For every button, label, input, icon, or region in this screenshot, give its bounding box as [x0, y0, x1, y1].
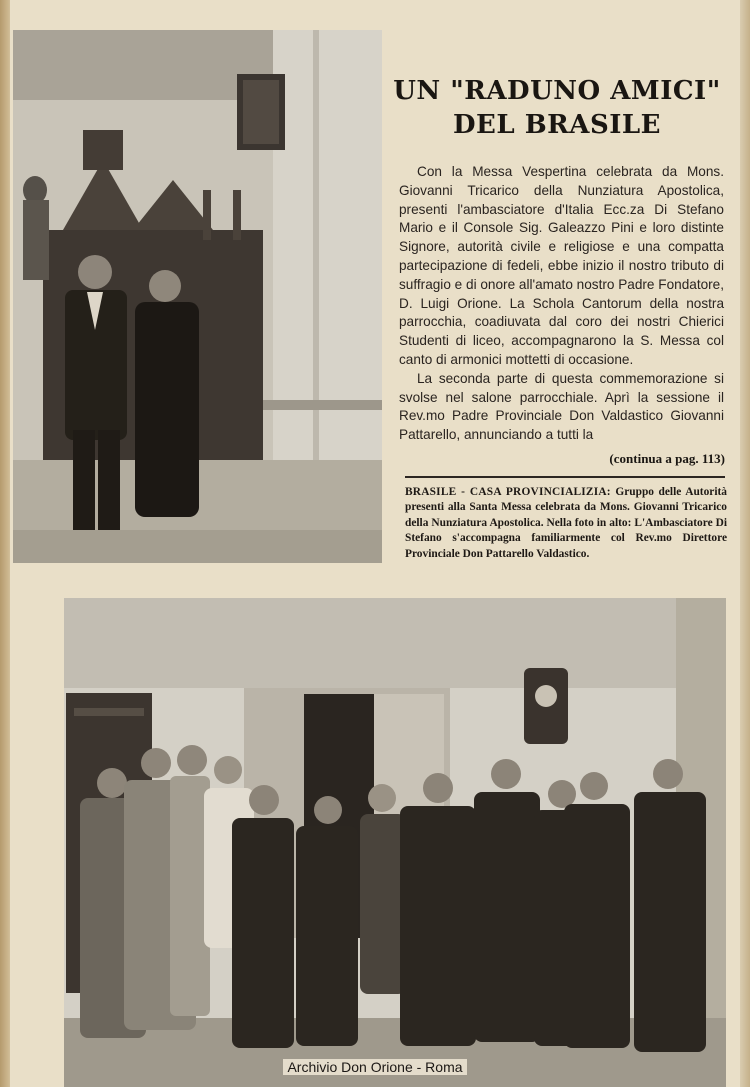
continued-note: (continua a pag. 113): [609, 451, 725, 466]
article-paragraph-2: La seconda parte di questa commemorazione si svolse nel salone parrocchiale. Aprì la sessione il Rev.mo Padre Provinciale Don Valdastico Giovanni Pattarello, annunciando a tutti la: [399, 370, 724, 443]
caption-divider: [405, 476, 725, 478]
page-edge: [740, 0, 750, 1087]
article-body: [399, 163, 724, 445]
caption-lead: BRASILE - CASA PROVINCIALIZIA:: [405, 486, 611, 498]
article-headline: [392, 74, 722, 142]
archive-watermark: [0, 1059, 750, 1075]
headline-line-2: DEL BRASILE: [453, 110, 661, 140]
article-paragraph-1: Con la Messa Vespertina celebrata da Mons. Giovanni Tricarico della Nunziatura Apostolica, presenti l'ambasciatore d'Italia Ecc.za Di Stefano Mario e il Console Sig. Galeazzo Pini e loro distinte Signore, autorità civile e religiose e una compatta partecipazione di fedeli, ebbe inizio il nostro tributo di suffragio e di onore all'amato nostro Padre Fondatore, D. Luigi Orione. La Schola Cantorum della nostra parrocchia, coadiuvata dal coro dei nostri Chierici Studenti di liceo, accompagnarono la S. Messa col canto di armonici mottetti di occasione.: [399, 164, 725, 367]
headline-line-1: UN "RADUNO AMICI": [393, 76, 721, 106]
caption-text: Gruppo delle Autorità presenti alla Santa Messa celebrata da Mons. Giovanni Tricarico della Nunziatura Apostolica. Nella foto in alto: L'Ambasciatore Di Stefano s'accompagna familiarmente col Rev.mo Direttore Provinciale Don Pattarello Valdastico.: [405, 486, 728, 560]
photo-caption: [405, 485, 727, 562]
photo-group-authorities: [64, 598, 726, 1087]
watermark-text: Archivio Don Orione - Roma: [283, 1059, 466, 1075]
photo-church-ambassador-director: [13, 30, 382, 563]
